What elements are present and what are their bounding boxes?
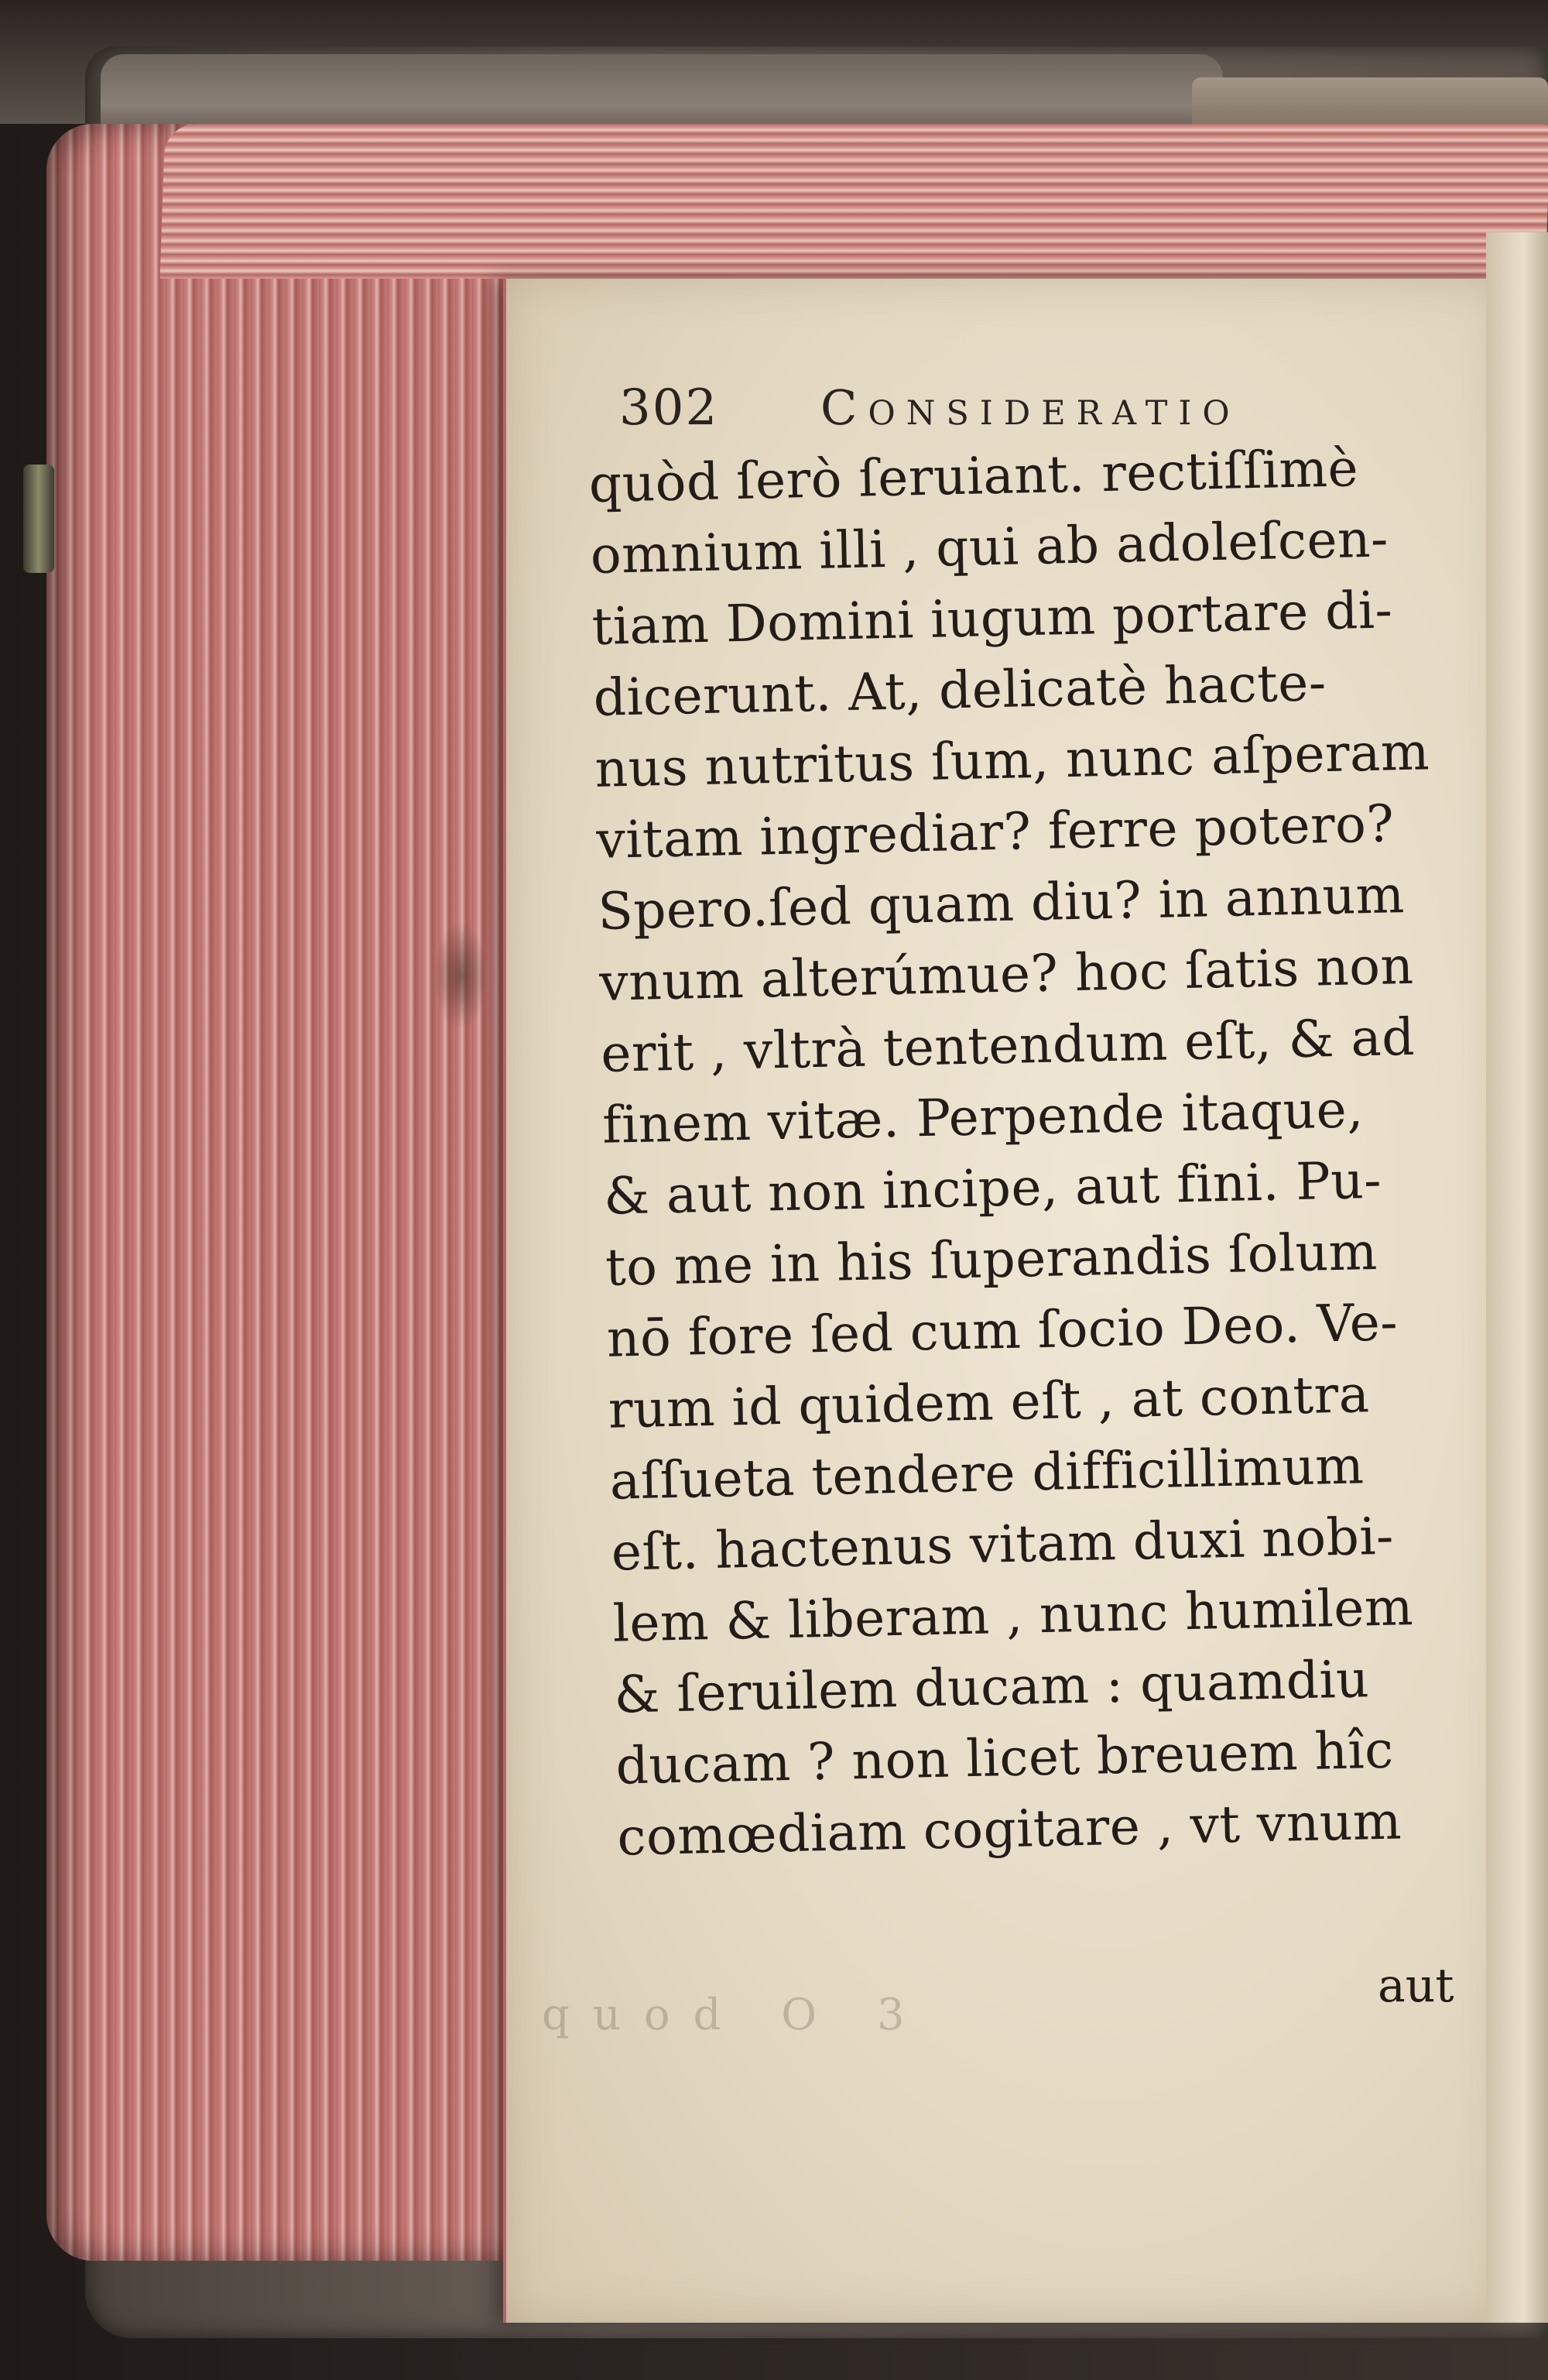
text-line: lem & liberam , nunc humilem — [611, 1577, 1414, 1654]
text-line: dicerunt. At, delicatè hacte- — [592, 653, 1327, 728]
text-line: omnium illi , qui ab adoleſcen- — [590, 509, 1389, 585]
text-line: eſt. hactenus vitam duxi nobi- — [611, 1506, 1395, 1583]
text-line: nus nutritus ſum, nunc aſperam — [594, 722, 1430, 799]
text-line: vitam ingrediar? ferre potero? — [595, 794, 1395, 870]
text-line: erit , vltrà tentendum eſt, & ad — [600, 1007, 1416, 1084]
text-line: nō fore ſed cum ſocio Deo. Ve- — [606, 1292, 1399, 1369]
text-line: tiam Domini iugum portare di- — [591, 580, 1393, 657]
text-block — [588, 430, 1531, 1873]
text-line: to me in his ſuperandis ſolum — [604, 1221, 1378, 1298]
text-line: & ſeruilem ducam : quamdiu — [613, 1649, 1370, 1725]
show-through-text: quod O 3 — [542, 1990, 928, 2040]
text-line: rum id quidem eſt , at contra — [608, 1364, 1371, 1440]
text-line: vnum alterúmue? hoc ſatis non — [598, 935, 1415, 1013]
catchword: aut — [1378, 1959, 1454, 2013]
page-stain — [433, 921, 488, 1030]
page-number: 302 — [619, 379, 719, 437]
text-line: aſſueta tendere difficillimum — [609, 1435, 1365, 1511]
text-line: comœdiam cogitare , vt vnum — [616, 1791, 1402, 1867]
text-line: & aut non incipe, aut fini. Pu- — [603, 1150, 1382, 1226]
text-line: ducam ? non licet breuem hîc — [615, 1720, 1395, 1796]
text-line: finem vitæ. Perpende itaque, — [601, 1079, 1365, 1155]
page-fore-edge — [46, 124, 511, 2261]
text-line: quòd ſerò ſeruiant. rectiſſimè — [588, 438, 1359, 514]
running-head: Consideratio — [820, 379, 1241, 436]
clasp-icon — [23, 465, 54, 573]
page-top-edge — [160, 124, 1548, 279]
text-line: Spero.ſed quam diu? in annum — [597, 865, 1406, 941]
